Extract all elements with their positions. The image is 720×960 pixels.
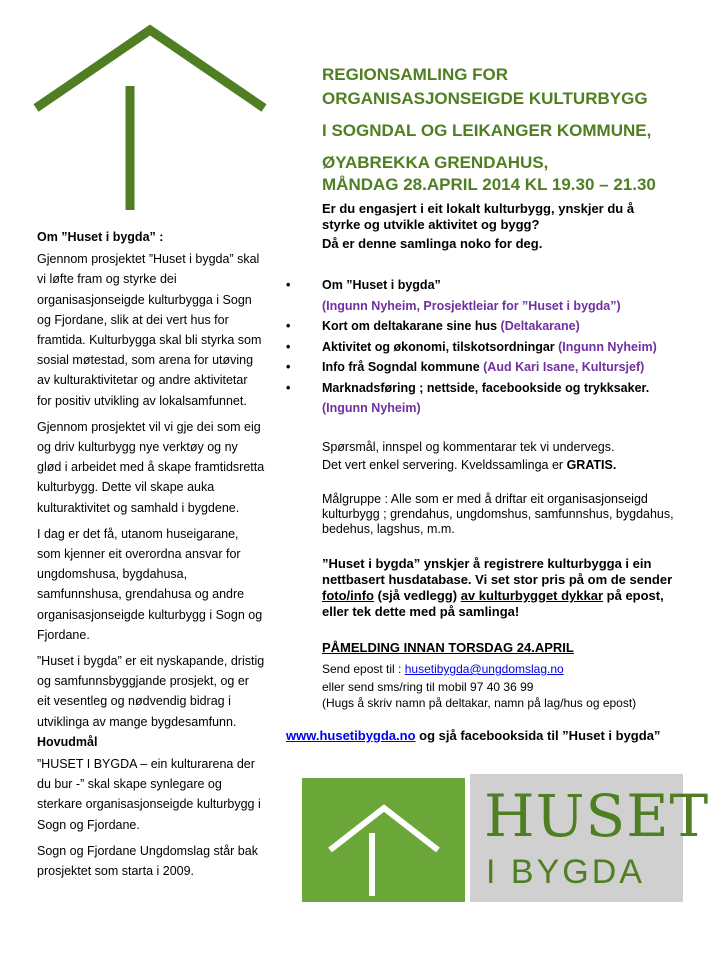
- left-column: [37, 227, 265, 887]
- questions-text: Spørsmål, innspel og kommentarar tek vi undervegs.: [322, 440, 615, 454]
- date-line: MÅNDAG 28.APRIL 2014 KL 19.30 – 21.30: [322, 175, 656, 194]
- left-paragraph: ”HUSET I BYGDA – ein kulturarena der du bur -” skal skape synlegare og sterkare organisasjonseigde kulturbygg i Sogn og Fjordane.: [37, 757, 261, 832]
- title-line-2: ORGANISASJONSEIGDE KULTURBYGG: [322, 89, 648, 108]
- left-paragraph: Sogn og Fjordane Ungdomslag står bak prosjektet som starta i 2009.: [37, 843, 258, 879]
- house-outline-graphic: [30, 22, 270, 212]
- target-group-text: Målgruppe : Alle som er med å driftar eit organisasjonseigd kulturbygg ; grendahus, ungdomshus, samfunnshus, bygdahus, bedehus, lagshus, m.m.: [322, 492, 674, 536]
- logo-text-box: [470, 774, 710, 902]
- house-icon: [302, 778, 465, 902]
- signup-title: PÅMELDING INNAN TORSDAG 24.APRIL: [322, 640, 574, 655]
- left-paragraph: Gjennom prosjektet ”Huset i bygda” skal vi løfte fram og styrke dei organisasjonseigde kulturbygga i Sogn og Fjordane, slik at dei vert hus for framtida. Kulturbygga skal bli styrka som sosial møtestad, som arena for utøving av kulturaktivitetar og andre aktivitetar for positiv utvikling av lokalsamfunnet.: [37, 252, 262, 408]
- logo-line-2: I BYGDA: [486, 853, 645, 891]
- agenda-item: • Om ”Huset i bygda” (Ingunn Nyheim, Prosjektleiar for ”Huset i bygda”): [286, 278, 621, 313]
- website-link[interactable]: www.husetibygda.no: [286, 728, 416, 743]
- intro-statement: Då er denne samlinga noko for deg.: [322, 236, 543, 251]
- logo-line-1: HUSET: [484, 782, 710, 850]
- title-line-1: REGIONSAMLING FOR: [322, 65, 509, 84]
- goal-title: Hovudmål: [37, 734, 98, 749]
- intro-question: Er du engasjert i eit lokalt kulturbygg, ynskjer du å styrke og utvikle aktivitet og bygg?: [322, 201, 635, 232]
- left-paragraph: ”Huset i bygda” er eit nyskapande, dristig og samfunnsbyggjande prosjekt, og er eit vesentleg og nødvendig bidrag i utviklinga av mange bygdesamfunn.: [37, 654, 265, 729]
- agenda-item: • Info frå Sogndal kommune (Aud Kari Isane, Kultursjef): [286, 360, 645, 374]
- left-paragraph: Gjennom prosjektet vil vi gje dei som eig og driv kulturbygg nye verktøy og ny glød i arbeidet med å skape framtidsretta kulturbygg. Dette vil skape auka kulturaktivitet og samhald i bygdene.: [37, 419, 265, 515]
- agenda-item: • Marknadsføring ; nettside, facebookside og trykksaker. (Ingunn Nyheim): [286, 380, 650, 415]
- website-line: www.husetibygda.no og sjå facebooksida til ”Huset i bygda”: [286, 728, 661, 743]
- venue-line: ØYABREKKA GRENDAHUS,: [322, 153, 549, 172]
- signup-sms: eller send sms/ring til mobil 97 40 36 99: [322, 680, 534, 694]
- agenda-list: [286, 275, 682, 419]
- signup-email-line: Send epost til : husetibygda@ungdomslag.no: [322, 662, 564, 676]
- logo-house-box: [302, 778, 465, 902]
- registry-request: ”Huset i bygda” ynskjer å registrere kulturbygga i ein nettbasert husdatabase. Vi set stor pris på om de sender foto/info (sjå vedlegg) av kulturbygget dykkar på epost, eller tek dette med på samlinga!: [322, 556, 673, 619]
- agenda-item: • Aktivitet og økonomi, tilskotsordningar (Ingunn Nyheim): [286, 339, 657, 354]
- agenda-item: • Kort om deltakarane sine hus (Deltakarane): [286, 319, 580, 333]
- serving-text: Det vert enkel servering. Kveldssamlinga er GRATIS.: [322, 458, 617, 472]
- left-paragraph: I dag er det få, utanom huseigarane, som kjenner eit overordna ansvar for ungdomshusa, bygdahusa, samfunnshusa, grendahusa og andre organisasjonseigde kulturbygg i Sogn og Fjordane.: [37, 526, 263, 642]
- title-line-3: I SOGNDAL OG LEIKANGER KOMMUNE,: [322, 121, 652, 140]
- signup-note: (Hugs å skriv namn på deltakar, namn på lag/hus og epost): [322, 696, 637, 710]
- signup-email-link[interactable]: husetibygda@ungdomslag.no: [404, 662, 564, 676]
- left-title: Om ”Huset i bygda” :: [37, 230, 164, 244]
